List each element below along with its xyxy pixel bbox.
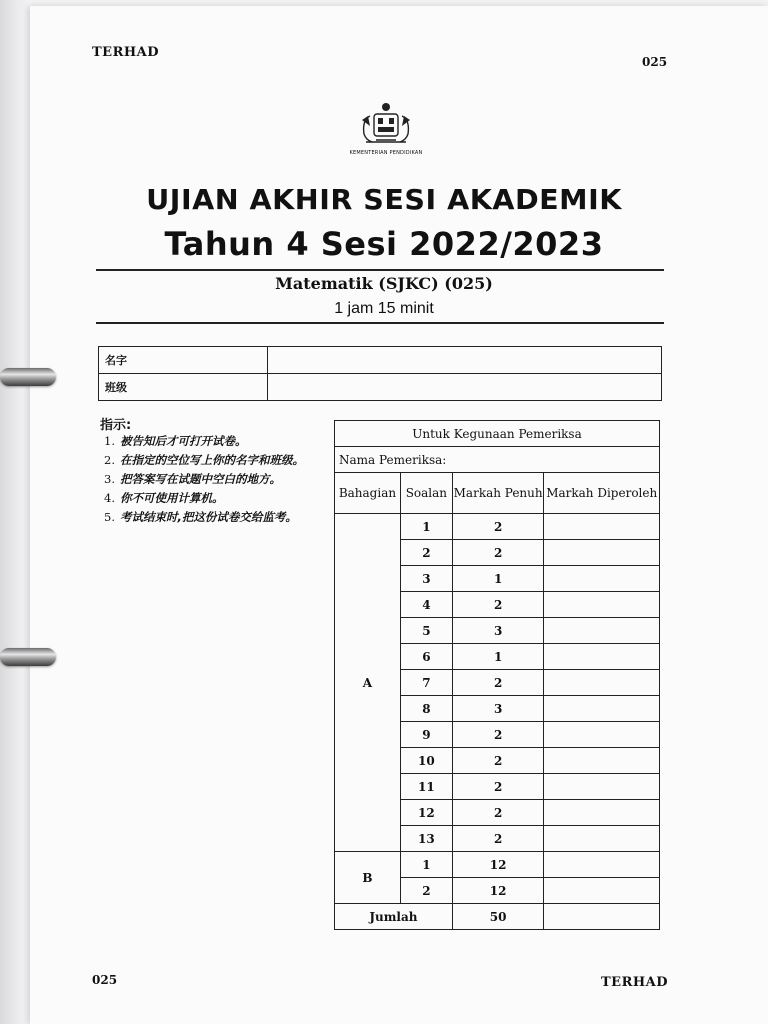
subject-title: Matematik (SJKC) (025): [275, 274, 493, 293]
binder-ring-upper: [0, 368, 56, 386]
student-name-row: [99, 347, 662, 374]
student-name-label: 名字: [99, 347, 268, 374]
marks-obtained-field[interactable]: [544, 514, 660, 540]
footer-paper-code: 025: [92, 973, 118, 987]
marks-obtained-field[interactable]: [544, 696, 660, 722]
binder-edge: [0, 0, 30, 1024]
full-marks-value: 12: [452, 878, 544, 904]
question-number: 3: [400, 566, 452, 592]
full-marks-value: 3: [452, 696, 544, 722]
logo-caption: KEMENTERIAN PENDIDIKAN: [349, 150, 423, 156]
title-rule-top: [96, 269, 664, 271]
marks-obtained-field[interactable]: [544, 826, 660, 852]
question-number: 1: [400, 852, 452, 878]
full-marks-value: 2: [452, 826, 544, 852]
total-full-marks: 50: [452, 904, 544, 930]
marks-obtained-field[interactable]: [544, 540, 660, 566]
marks-obtained-field[interactable]: [544, 566, 660, 592]
question-number: 4: [400, 592, 452, 618]
header-classification: TERHAD: [92, 45, 160, 60]
question-number: 6: [400, 644, 452, 670]
question-number: 2: [400, 878, 452, 904]
full-marks-value: 1: [452, 644, 544, 670]
question-number: 2: [400, 540, 452, 566]
title-rule-bottom: [96, 322, 664, 324]
binder-ring-lower: [0, 648, 56, 666]
full-marks-value: 2: [452, 722, 544, 748]
full-marks-value: 12: [452, 852, 544, 878]
instruction-item: 1. 被告知后才可打开试卷。: [104, 434, 247, 448]
student-name-field[interactable]: [268, 347, 662, 374]
question-number: 8: [400, 696, 452, 722]
exam-duration: 1 jam 15 minit: [334, 300, 434, 317]
full-marks-value: 2: [452, 592, 544, 618]
question-number: 1: [400, 514, 452, 540]
question-number: 7: [400, 670, 452, 696]
marks-obtained-field[interactable]: [544, 800, 660, 826]
examiner-marks-table: [334, 420, 660, 930]
coat-of-arms-icon: [336, 100, 436, 146]
marks-obtained-field[interactable]: [544, 748, 660, 774]
header-question: Soalan: [400, 473, 452, 514]
full-marks-value: 3: [452, 618, 544, 644]
section-a-rows: [335, 514, 660, 852]
marks-obtained-field[interactable]: [544, 670, 660, 696]
footer-classification: TERHAD: [601, 975, 669, 990]
student-class-label: 班级: [99, 374, 268, 401]
question-number: 5: [400, 618, 452, 644]
header-paper-code: 025: [642, 55, 668, 69]
total-label: Jumlah: [335, 904, 453, 930]
header-marks-obtained: Markah Diperoleh: [544, 473, 660, 514]
instruction-item: 3. 把答案写在试题中空白的地方。: [104, 472, 281, 486]
section-label: B: [335, 852, 401, 904]
instruction-item: 2. 在指定的空位写上你的名字和班级。: [104, 453, 304, 467]
full-marks-value: 2: [452, 514, 544, 540]
student-class-row: [99, 374, 662, 401]
instructions-list: [104, 434, 320, 529]
section-b-rows: [335, 852, 660, 904]
instruction-item: 4. 你不可使用计算机。: [104, 491, 224, 505]
question-number: 12: [400, 800, 452, 826]
section-label: A: [335, 514, 401, 852]
full-marks-value: 2: [452, 748, 544, 774]
full-marks-value: 1: [452, 566, 544, 592]
instruction-item: 5. 考试结束时,把这份试卷交给监考。: [104, 510, 297, 524]
question-number: 13: [400, 826, 452, 852]
table-row: [335, 852, 660, 878]
student-info-table: [98, 346, 662, 401]
question-number: 10: [400, 748, 452, 774]
examiner-name-field[interactable]: Nama Pemeriksa:: [335, 447, 660, 473]
total-row: [335, 904, 660, 930]
instructions-title: 指示:: [100, 418, 132, 433]
marks-obtained-field[interactable]: [544, 852, 660, 878]
marks-obtained-field[interactable]: [544, 722, 660, 748]
full-marks-value: 2: [452, 540, 544, 566]
marks-obtained-field[interactable]: [544, 592, 660, 618]
marks-obtained-field[interactable]: [544, 644, 660, 670]
header-full-marks: Markah Penuh: [452, 473, 544, 514]
total-marks-obtained[interactable]: [544, 904, 660, 930]
ministry-logo: [336, 100, 436, 156]
exam-year-session: Tahun 4 Sesi 2022/2023: [164, 225, 604, 263]
marks-obtained-field[interactable]: [544, 774, 660, 800]
full-marks-value: 2: [452, 774, 544, 800]
full-marks-value: 2: [452, 800, 544, 826]
exam-title: UJIAN AKHIR SESI AKADEMIK: [146, 183, 622, 216]
marks-obtained-field[interactable]: [544, 618, 660, 644]
question-number: 11: [400, 774, 452, 800]
header-section: Bahagian: [335, 473, 401, 514]
question-number: 9: [400, 722, 452, 748]
marks-obtained-field[interactable]: [544, 878, 660, 904]
examiner-table-title: Untuk Kegunaan Pemeriksa: [335, 421, 660, 447]
table-row: [335, 514, 660, 540]
full-marks-value: 2: [452, 670, 544, 696]
student-class-field[interactable]: [268, 374, 662, 401]
